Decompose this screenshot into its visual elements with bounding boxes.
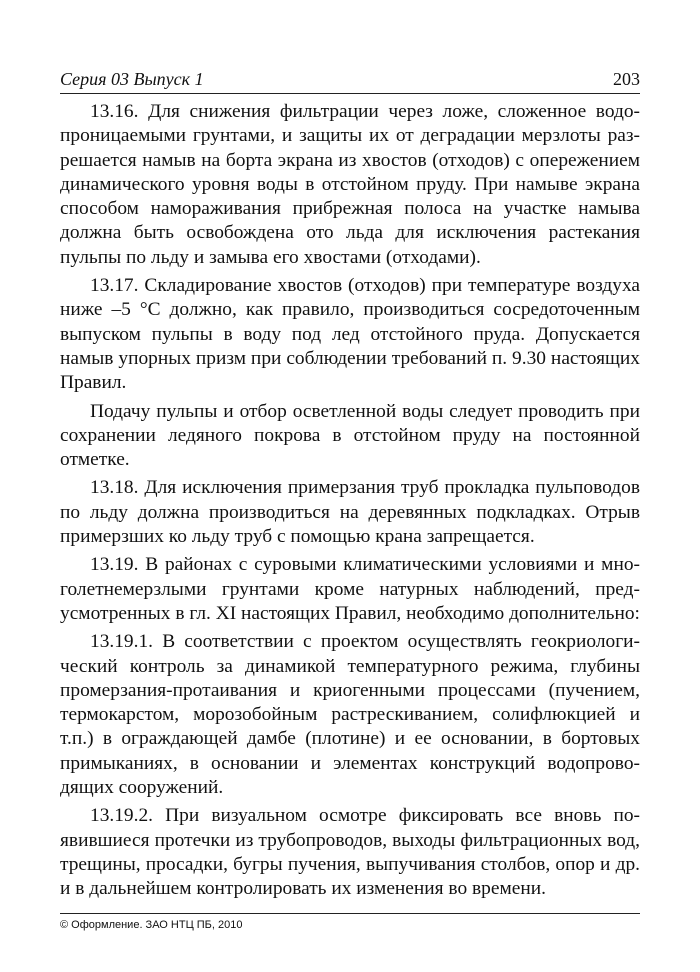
- paragraph-13-19-1: 13.19.1. В соответствии с проектом осуществлять геокриологический контроль за динамикой температурного режима, глубины промерзания-протаивания и криогенными процессами (пучением, термокарстом, морозобойным растрескиванием, солифлюкцией и т.п.) в ограждающей дамбе (плотине) и ее основании, в бортовых примыканиях, в основании и элементах конструкций водопроводящих сооружений.: [60, 631, 640, 799]
- copyright-notice: © Оформление. ЗАО НТЦ ПБ, 2010: [60, 919, 243, 931]
- paragraph-13-18: 13.18. Для исключения примерзания труб прокладка пульповодов по льду должна производиться на деревянных подкладках. Отрыв примерзших ко льду труб с помощью крана запрещается.: [60, 477, 640, 548]
- running-header: [60, 68, 640, 94]
- paragraph-13-19-2: 13.19.2. При визуальном осмотре фиксировать все вновь появившиеся протечки из трубопроводов, выходы фильтрационных вод, трещины, просадки, бугры пучения, выпучивания столбов, опор и др. и в дальнейшем контролировать их изменения во времени.: [60, 805, 640, 900]
- paragraph-13-19: 13.19. В районах с суровыми климатическими условиями и многолетнемерзлыми грунтами кроме натурных наблюдений, предусмотренных в гл. XI настоящих Правил, необходимо дополнительно:: [60, 554, 640, 624]
- paragraph-pulp-supply: Подачу пульпы и отбор осветленной воды следует проводить при сохранении ледяного покрова в отстойном пруду на постоянной отметке.: [60, 400, 640, 471]
- page-number: 203: [613, 69, 640, 89]
- paragraph-13-16: 13.16. Для снижения фильтрации через ложе, сложенное водопроницаемыми грунтами, и защиты их от деградации мерзлоты разрешается намыв на борта экрана из хвостов (отходов) с опережением динамического уровня воды в отстойном пруду. При намыве экрана способом намораживания прибрежная полоса на участке намыва должна быть освобождена ото льда для исключения растекания пульпы по льду и замыва его хвостами (отходами).: [60, 101, 640, 268]
- series-title: Серия 03 Выпуск 1: [60, 69, 204, 89]
- page-footer: [60, 913, 640, 932]
- paragraph-13-17: 13.17. Складирование хвостов (отходов) при температуре воздуха ниже –5 °С должно, как правило, производиться сосредоточенным выпуском пульпы в воду под лед отстойного пруда. Допускается намыв упорных призм при соблюдении требований п. 9.30 настоящих Правил.: [60, 275, 640, 394]
- body-text: [60, 100, 640, 902]
- document-page: [60, 68, 640, 906]
